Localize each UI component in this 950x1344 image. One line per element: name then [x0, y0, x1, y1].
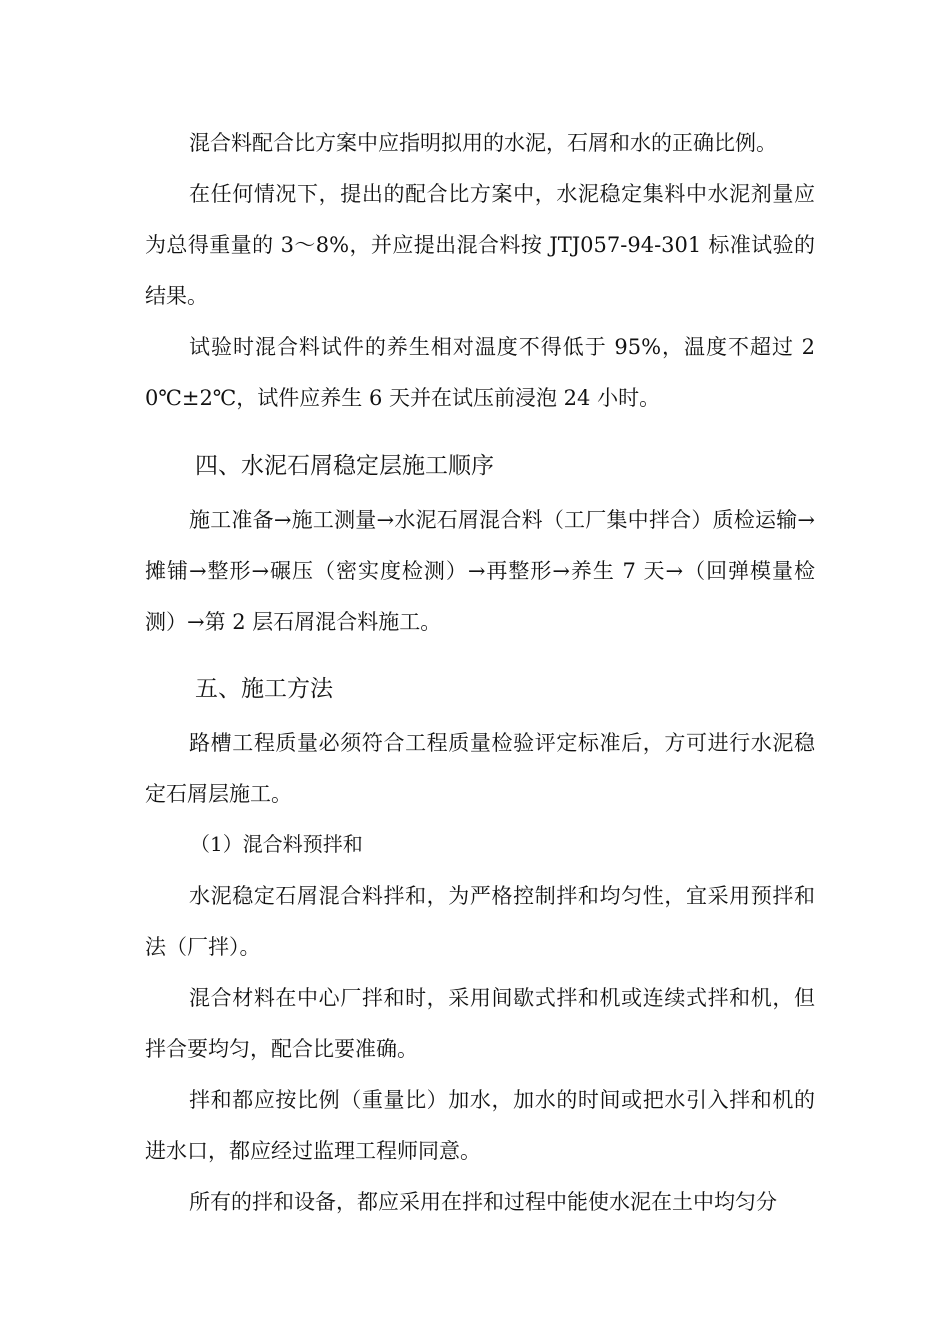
- paragraph-subgrade-quality: 路槽工程质量必须符合工程质量检验评定标准后，方可进行水泥稳定石屑层施工。: [145, 731, 815, 806]
- paragraph-water-addition: 拌和都应按比例（重量比）加水，加水的时间或把水引入拌和机的进水口，都应经过监理工程师同意。: [145, 1088, 815, 1163]
- paragraph-cement-dosage: 在任何情况下，提出的配合比方案中，水泥稳定集料中水泥剂量应为总得重量的 3～8%，并应提出混合料按 JTJ057-94-301 标准试验的结果。: [145, 182, 815, 308]
- paragraph-construction-sequence: 施工准备→施工测量→水泥石屑混合料（工厂集中拌合）质检运输→摊铺→整形→碾压（密实度检测）→再整形→养生 7 天→（回弹模量检测）→第 2 层石屑混合料施工。: [145, 508, 815, 634]
- paragraph-mix-ratio: 混合料配合比方案中应指明拟用的水泥，石屑和水的正确比例。: [189, 131, 777, 155]
- paragraph-curing-conditions: 试验时混合料试件的养生相对温度不得低于 95%，温度不超过 20℃±2℃，试件应养生 6 天并在试压前浸泡 24 小时。: [145, 335, 815, 410]
- paragraph-premix-method: 水泥稳定石屑混合料拌和，为严格控制拌和均匀性，宜采用预拌和法（厂拌）。: [145, 884, 815, 959]
- paragraph-mixing-equipment: 所有的拌和设备，都应采用在拌和过程中能使水泥在土中均匀分: [189, 1190, 777, 1214]
- paragraph-central-plant-mixing: 混合材料在中心厂拌和时，采用间歇式拌和机或连续式拌和机，但拌合要均匀，配合比要准确。: [145, 986, 815, 1061]
- section-heading-construction-method: 五、施工方法: [195, 676, 333, 702]
- subheading-premix: （1）混合料预拌和: [190, 832, 363, 856]
- section-heading-construction-sequence: 四、水泥石屑稳定层施工顺序: [195, 453, 494, 479]
